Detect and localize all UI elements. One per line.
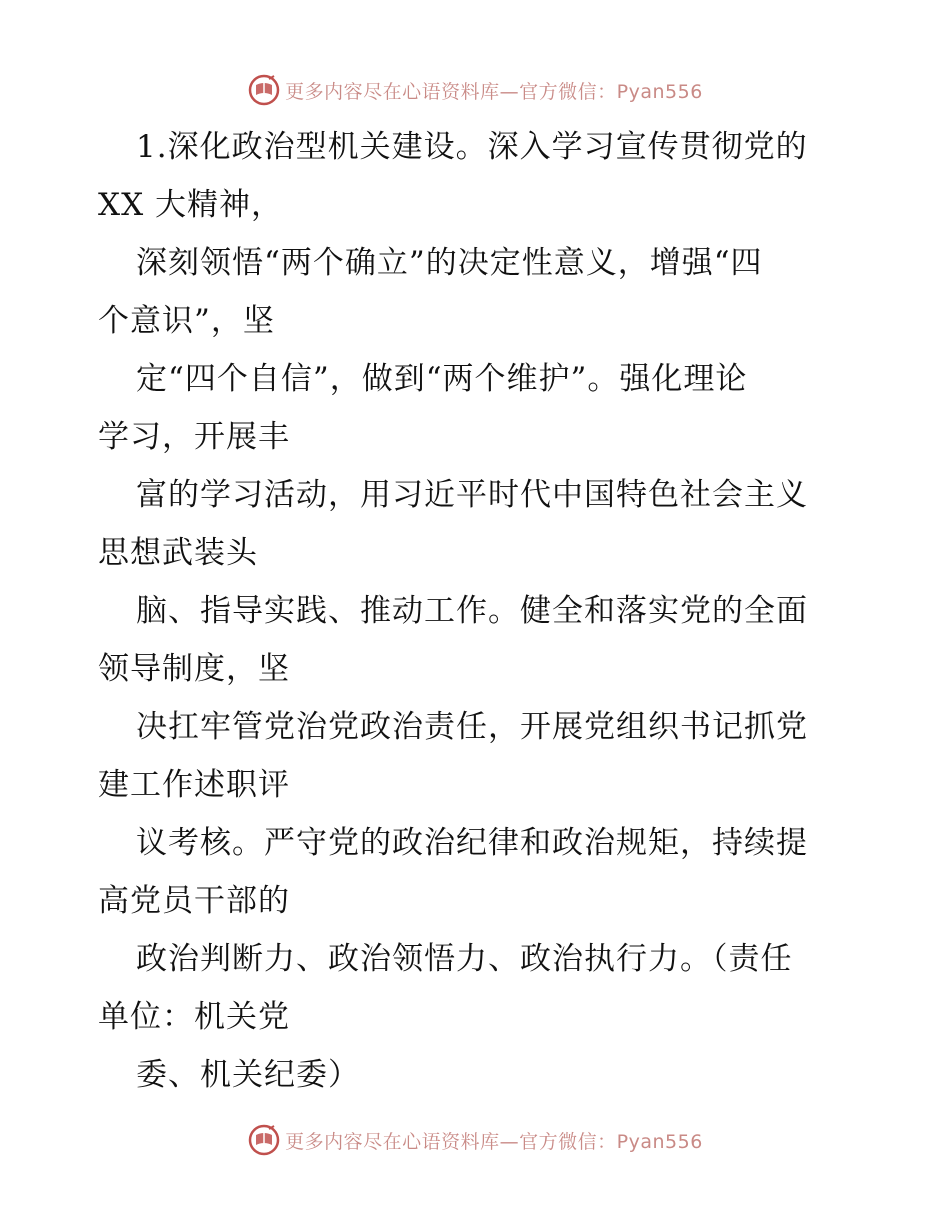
- paragraph-line: 议考核。严守党的政治纪律和政治规矩，持续提: [136, 825, 808, 861]
- footer-watermark-banner: [0, 1120, 950, 1160]
- paragraph-line: 领导制度，坚: [98, 651, 290, 687]
- header-watermark-text: 更多内容尽在心语资料库—官方微信：Pyan556: [285, 80, 703, 103]
- header-watermark-banner: [0, 70, 950, 110]
- paragraph-line: 学习，开展丰: [98, 419, 290, 455]
- paragraph-line: 定“四个自信”，做到“两个维护”。强化理论: [136, 361, 748, 397]
- paragraph-line: 建工作述职评: [98, 767, 290, 803]
- book-quill-logo-icon: [247, 73, 281, 107]
- paragraph-line: 个意识”，坚: [98, 303, 275, 339]
- paragraph-line: 脑、指导实践、推动工作。健全和落实党的全面: [136, 593, 808, 629]
- paragraph-line: 思想武装头: [98, 535, 258, 571]
- paragraph-line: 1.深化政治型机关建设。深入学习宣传贯彻党的: [136, 129, 808, 165]
- footer-watermark-text: 更多内容尽在心语资料库—官方微信：Pyan556: [285, 1130, 703, 1153]
- paragraph-line: 政治判断力、政治领悟力、政治执行力。（责任: [136, 941, 793, 977]
- paragraph-line: XX 大精神，: [98, 187, 283, 223]
- paragraph-line: 深刻领悟“两个确立”的决定性意义，增强“四: [136, 245, 763, 281]
- paragraph-line: 高党员干部的: [98, 883, 290, 919]
- paragraph-line: 单位：机关党: [98, 999, 290, 1035]
- document-body: [98, 118, 858, 1104]
- paragraph-line: 决扛牢管党治党政治责任，开展党组织书记抓党: [136, 709, 808, 745]
- paragraph-line: 委、机关纪委）: [136, 1057, 360, 1093]
- book-quill-logo-icon: [247, 1123, 281, 1157]
- paragraph-line: 富的学习活动，用习近平时代中国特色社会主义: [136, 477, 808, 513]
